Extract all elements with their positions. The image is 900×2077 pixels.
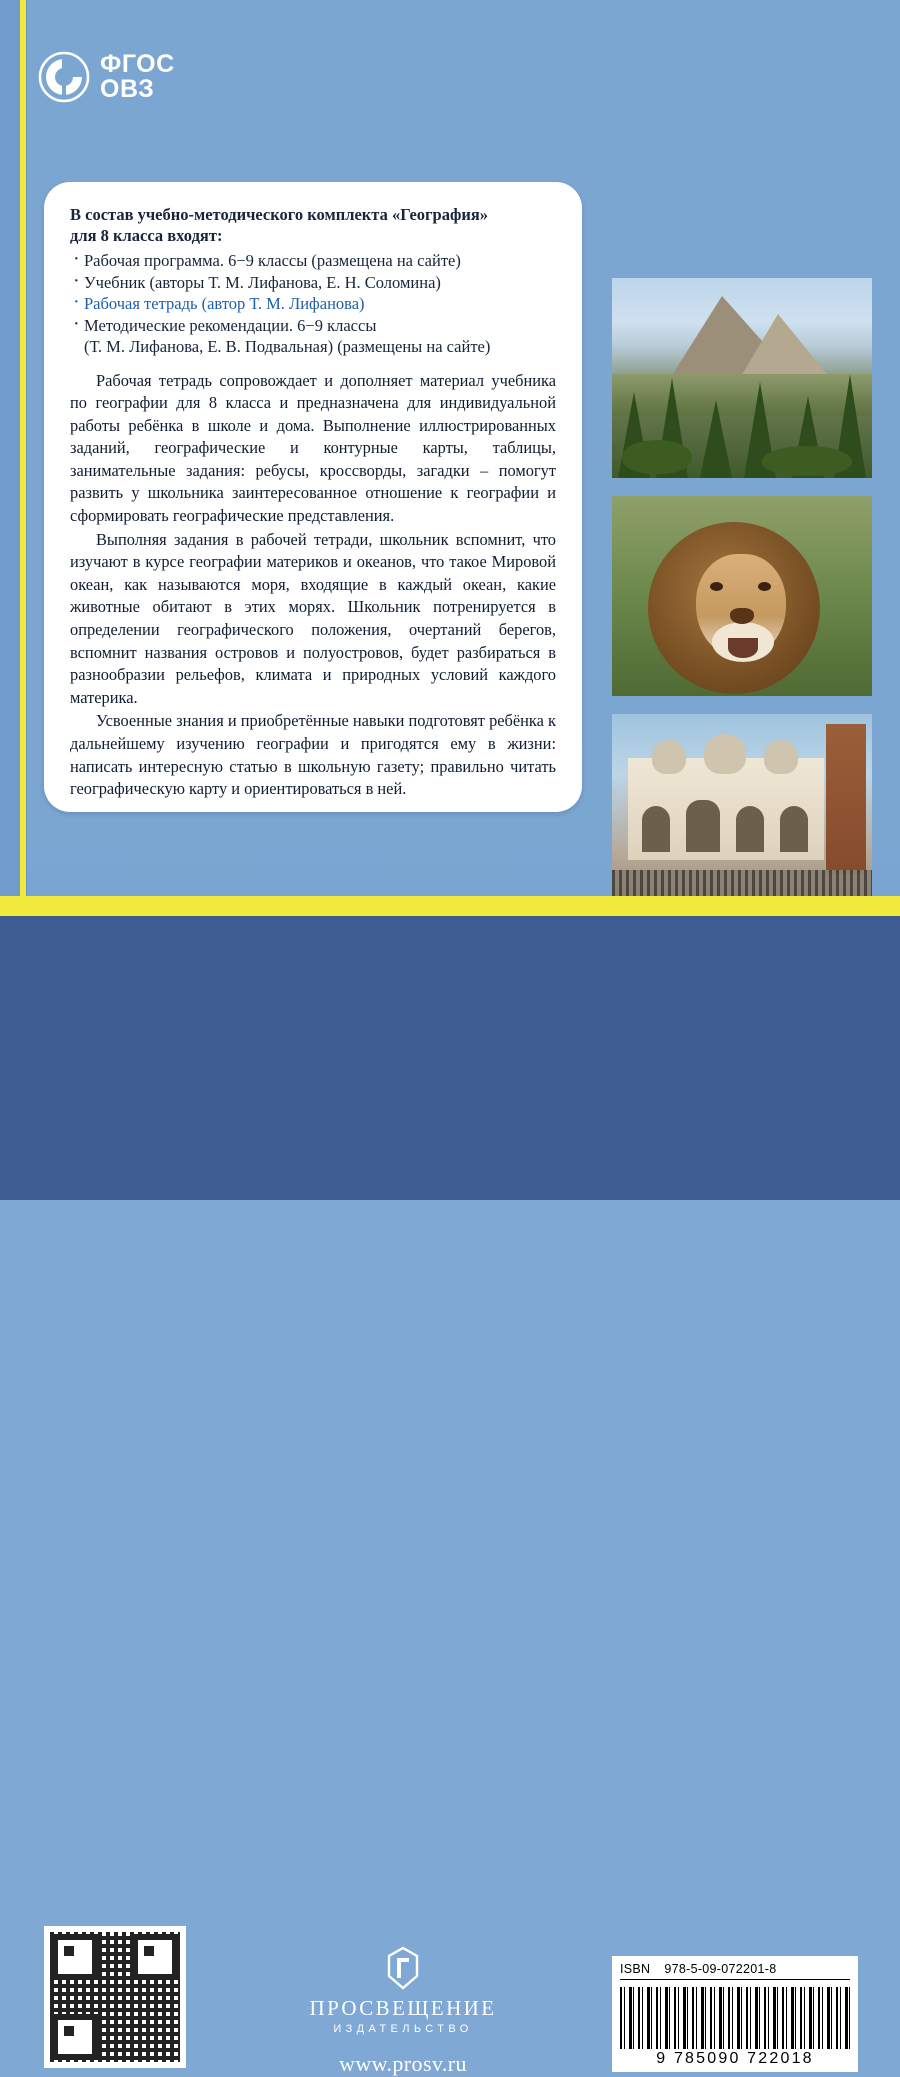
annotation-paragraph-1: Рабочая тетрадь сопровождает и дополняет материал учебника по географии для 8 класса и предназначена для индивидуальной работы ребёнка в школе и дома. Выполнение иллюстрированных заданий, географические и контурные карты, таблицы, занимательные задания: ребусы, кроссворды, загадки – помогут развить у школьника заинтересованное отношение к географии и сформировать географические представления. — [70, 370, 556, 526]
annotation-card — [44, 182, 582, 812]
yellow-divider-band — [0, 896, 900, 916]
fgos-line-1: ФГОС — [100, 50, 175, 78]
fgos-label — [100, 52, 175, 102]
list-item-current-book: · Рабочая тетрадь (автор Т. М. Лифанова) — [70, 293, 556, 315]
isbn-label: ISBN — [620, 1962, 651, 1976]
kit-heading-line-2: для 8 класса входят: — [70, 226, 223, 245]
shrub-shape — [762, 446, 852, 476]
list-item-continuation: (Т. М. Лифанова, Е. В. Подвальная) (размещены на сайте) — [84, 337, 491, 356]
qr-code[interactable] — [44, 1926, 186, 2068]
basilica-dome-shape — [704, 734, 746, 774]
basilica-arch-shape — [736, 806, 764, 852]
list-item: · Методические рекомендации. 6−9 классы — [70, 315, 556, 337]
qr-finder-bottom-left — [52, 2014, 98, 2060]
kit-heading — [70, 204, 556, 246]
barcode-bars — [620, 1987, 850, 2049]
fgos-spiral-icon — [38, 51, 90, 103]
barcode-block — [612, 1956, 858, 2072]
tree-shape — [700, 400, 732, 478]
lion-nose-shape — [730, 608, 754, 624]
fgos-badge — [38, 42, 218, 112]
publisher-name: ПРОСВЕЩЕНИЕ — [309, 1996, 497, 2020]
spine-yellow-line-top — [20, 0, 26, 896]
kit-list — [70, 250, 556, 358]
annotation-paragraph-3: Усвоенные знания и приобретённые навыки подготовят ребёнка к дальнейшему изучению географии и пригодятся ему в жизни: написать интересную статью в школьную газету; правильно читать географическую карту и ориентироваться в ней. — [70, 711, 556, 799]
basilica-arch-shape — [780, 806, 808, 852]
qr-code-pattern — [50, 1932, 180, 2062]
publisher-subtitle: ИЗДАТЕЛЬСТВО — [333, 2023, 473, 2035]
publisher-website[interactable]: www.prosv.ru — [339, 2051, 467, 2076]
qr-finder-top-right — [132, 1934, 178, 1980]
list-item: · Рабочая программа. 6−9 классы (размещена на сайте) — [70, 250, 556, 272]
isbn-value: 978-5-09-072201-8 — [664, 1962, 777, 1976]
photo-mountain-forest — [612, 278, 872, 478]
lion-mouth-shape — [728, 638, 758, 658]
kit-heading-line-1: В состав учебно-методического комплекта «География» — [70, 205, 489, 224]
lion-eye-left — [710, 582, 723, 591]
basilica-arch-shape — [686, 800, 720, 852]
photo-lion — [612, 496, 872, 696]
photo-column — [612, 278, 872, 914]
list-item: · Учебник (авторы Т. М. Лифанова, Е. Н. Соломина) — [70, 272, 556, 294]
basilica-dome-shape — [764, 740, 798, 774]
isbn-row — [620, 1962, 850, 1980]
barcode-digits: 9 785090 722018 — [656, 2050, 814, 2067]
annotation-paragraph-2: Выполняя задания в рабочей тетради, школьник вспомнит, что изучают в курсе географии материков и океанов, что такое Мировой океан, как называются моря, входящие в каждый океан, какие животные обитают в этих морях. Школьник потренируется в определении географического положения, очертаний берегов, вспомнит названия островов и полуостровов, будет разбираться в разнообразии рельефов, климата и природных условий каждого материка. — [70, 529, 556, 707]
prosveshchenie-logo-icon — [383, 1946, 423, 1990]
fgos-line-2: ОВЗ — [100, 75, 155, 103]
footer-panel — [0, 916, 900, 2076]
basilica-arch-shape — [642, 806, 670, 852]
campanile-tower-shape — [826, 724, 866, 874]
lion-eye-right — [758, 582, 771, 591]
shrub-shape — [622, 440, 692, 474]
publisher-block — [288, 1946, 518, 2077]
basilica-dome-shape — [652, 740, 686, 774]
photo-basilica-square — [612, 714, 872, 914]
qr-finder-top-left — [52, 1934, 98, 1980]
